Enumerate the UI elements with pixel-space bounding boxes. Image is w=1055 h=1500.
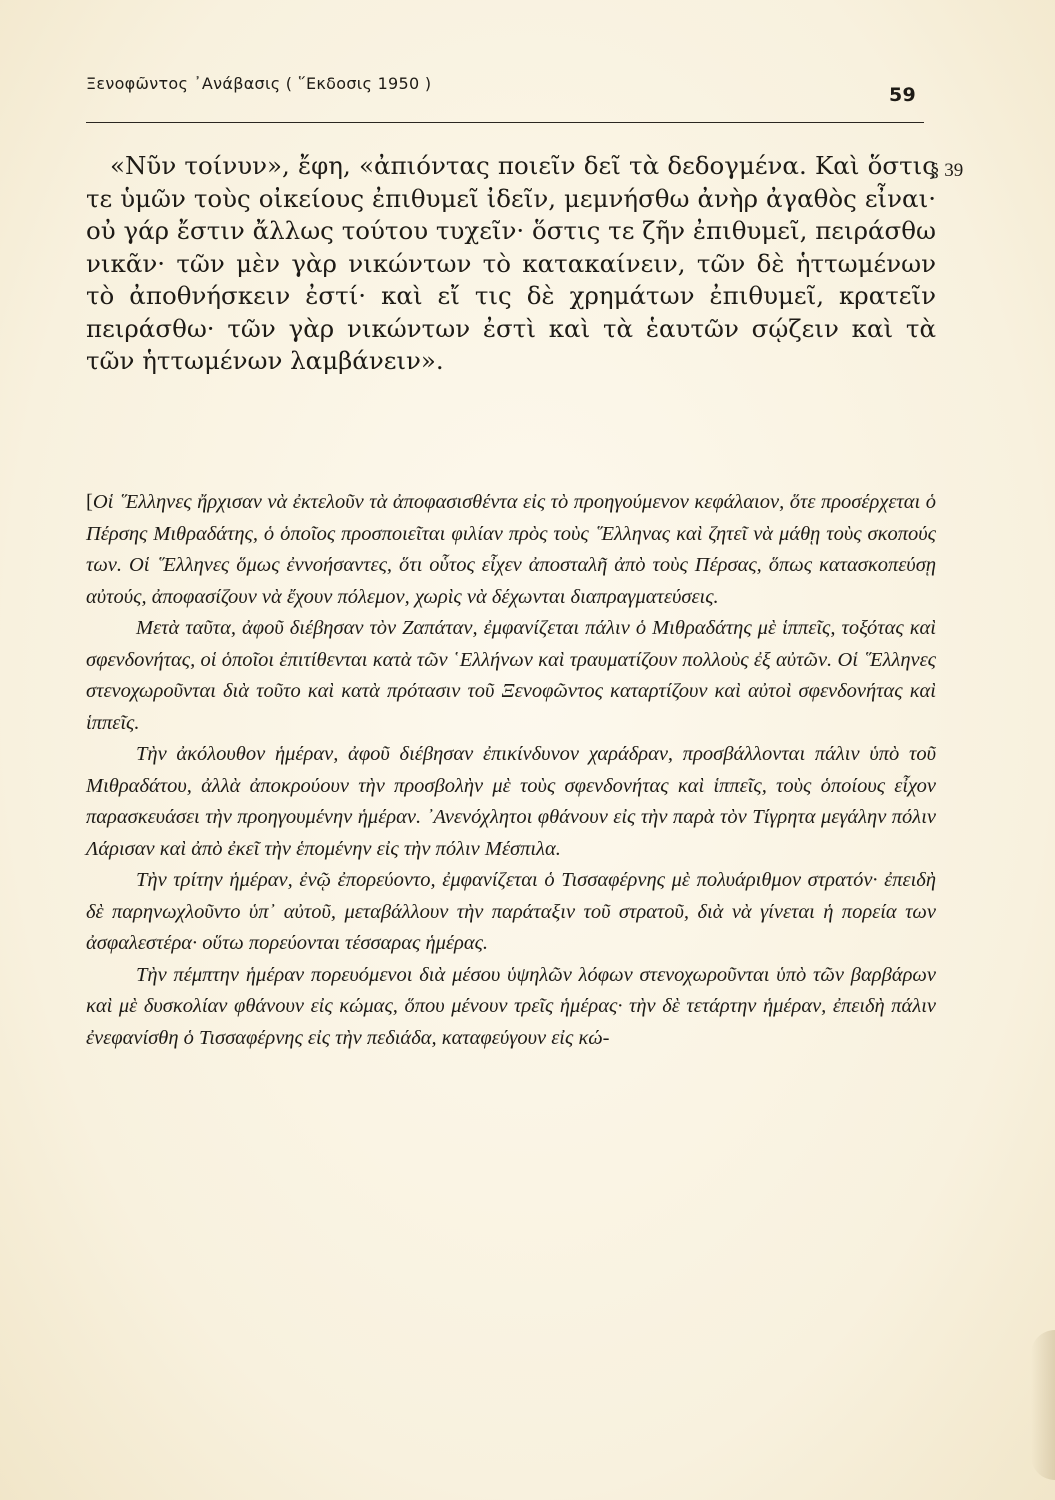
summary-paragraph-text: Οἱ ῞Ελληνες ἤρχισαν νὰ ἐκτελοῦν τὰ ἀποφασισθέντα εἰς τὸ προηγούμενον κεφάλαιον, ὅτε προσέρχεται ὁ Πέρσης Μιθραδάτης, ὁ ὁποῖος προσποιεῖται φιλίαν πρὸς τοὺς ῞Ελληνας καὶ ζητεῖ νὰ μάθῃ τοὺς σκοπούς των. Οἱ ῞Ελληνες ὅμως ἐννοήσαντες, ὅτι οὗτος εἶχεν ἀποσταλῆ ἀπὸ τοὺς Πέρσας, ὅπως κατασκοπεύσῃ αὐτούς, ἀποφασίζουν νὰ ἔχουν πόλεμον, χωρὶς νὰ δέχωνται διαπραγματεύσεις. (86, 491, 936, 608)
page-curl (1031, 1330, 1055, 1480)
section-mark: § 39 (930, 160, 964, 181)
running-header (86, 74, 916, 106)
summary-paragraph: Τὴν τρίτην ἡμέραν, ἐνῷ ἐπορεύοντο, ἐμφανίζεται ὁ Τισσαφέρνης μὲ πολυάριθμον στρατόν· ἐπειδὴ δὲ παρηνωχλοῦντο ὑπ᾿ αὐτοῦ, μεταβάλλουν τὴν παράταξιν τοῦ στρατοῦ, διὰ νὰ γίνεται ἡ πορεία των ἀσφαλεστέρα· οὕτω πορεύονται τέσσαρας ἡμέρας. (86, 869, 936, 954)
main-paragraph: «Νῦν τοίνυν», ἔφη, «ἀπιόντας ποιεῖν δεῖ τὰ δεδογμένα. Καὶ ὅστις τε ὑμῶν τοὺς οἰκείους ἐπιθυμεῖ ἰδεῖν, μεμνήσθω ἀνὴρ ἀγαθὸς εἶναι· οὐ γάρ ἔστιν ἄλλως τούτου τυχεῖν· ὅστις τε ζῆν ἐπιθυμεῖ, πειράσθω νικᾶν· τῶν μὲν γὰρ νικώντων τὸ κατακαίνειν, τῶν δὲ ἡττωμένων τὸ ἀποθνήσκειν ἐστί· καὶ εἴ τις δὲ χρημάτων ἐπιθυμεῖ, κρατεῖν πειράσθω· τῶν γὰρ νικώντων ἐστὶ καὶ τὰ ἑαυτῶν σῴζειν καὶ τὰ τῶν ἡττωμένων λαμβάνειν». (86, 151, 936, 375)
page-number: 59 (888, 84, 916, 106)
running-title: Ξενοφῶντος ᾿Ανάβασις ( ῞Εκδοσις 1950 ) (86, 74, 432, 93)
open-bracket: [ (86, 491, 93, 513)
header-rule (86, 122, 924, 123)
summary-paragraph (86, 487, 936, 613)
summary-paragraph: Μετὰ ταῦτα, ἀφοῦ διέβησαν τὸν Ζαπάταν, ἐμφανίζεται πάλιν ὁ Μιθραδάτης μὲ ἱππεῖς, τοξότας καὶ σφενδονήτας, οἱ ὁποῖοι ἐπιτίθενται κατὰ τῶν ῾Ελλήνων καὶ τραυματίζουν πολλοὺς ἐξ αὐτῶν. Οἱ ῞Ελληνες στενοχωροῦνται διὰ τοῦτο καὶ κατὰ πρότασιν τοῦ Ξενοφῶντος καταρτίζουν καὶ αὐτοὶ σφενδονήτας καὶ ἱππεῖς. (86, 617, 936, 734)
main-text (86, 150, 936, 378)
summary-paragraph: Τὴν πέμπτην ἡμέραν πορευόμενοι διὰ μέσου ὑψηλῶν λόφων στενοχωροῦνται ὑπὸ τῶν βαρβάρων καὶ μὲ δυσκολίαν φθάνουν εἰς κώμας, ὅπου μένουν τρεῖς ἡμέρας· τὴν δὲ τετάρτην ἡμέραν, ἐπειδὴ πάλιν ἐνεφανίσθη ὁ Τισσαφέρνης εἰς τὴν πεδιάδα, καταφεύγουν εἰς κώ- (86, 963, 936, 1049)
summary-text (86, 487, 936, 1054)
summary-paragraph: Τὴν ἀκόλουθον ἡμέραν, ἀφοῦ διέβησαν ἐπικίνδυνον χαράδραν, προσβάλλονται πάλιν ὑπὸ τοῦ Μιθραδάτου, ἀλλὰ ἀποκρούουν τὴν προσβολὴν μὲ τοὺς σφενδονήτας καὶ ἱππεῖς, τοὺς ὁποίους εἶχον παρασκευάσει τὴν προηγουμένην ἡμέραν. ᾿Ανενόχλητοι φθάνουν εἰς τὴν παρὰ τὸν Τίγρητα μεγάλην πόλιν Λάρισαν καὶ ἀπὸ ἐκεῖ τὴν ἑπομένην εἰς τὴν πόλιν Μέσπιλα. (86, 743, 936, 860)
